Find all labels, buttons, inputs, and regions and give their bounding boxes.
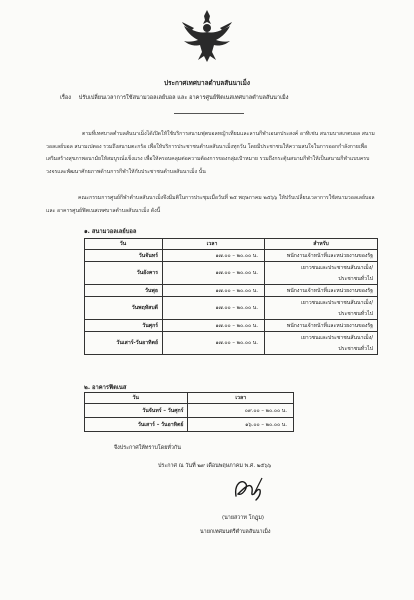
closing-notice: จึงประกาศให้ทราบโดยทั่วกัน [114,445,181,451]
signer-role: นายกเทศมนตรีตำบลสันนาเม็ง [200,529,271,535]
time-cell: ๑๗.๐๐ – ๒๐.๐๐ น. [163,297,265,320]
table-row [85,250,378,262]
signature-image [228,474,268,506]
audience-cell: เยาวชนและประชาชนสันนาเม็ง/ [265,297,378,309]
header-day: วัน [85,393,188,404]
audience-cell: ประชาชนทั่วไป [265,273,378,285]
divider [174,113,244,114]
audience-cell: ประชาชนทั่วไป [265,308,378,320]
audience-cell: พนักงานเจ้าหน้าที่และหน่วยงานของรัฐ [265,320,378,332]
time-cell: ๑๗.๐๐ – ๒๐.๐๐ น. [163,262,265,285]
header-day: วัน [85,239,163,250]
table-header-row [85,239,378,250]
subject-label: เรื่อง [60,95,72,101]
section-2-heading: ๒. อาคารฟิตเนส [84,385,127,391]
audience-cell: ประชาชนทั่วไป [265,343,378,355]
table-row [85,404,294,418]
table-row [85,285,378,297]
table-row [85,297,378,309]
table-row [85,320,378,332]
table-row [85,418,294,432]
day-cell: วันศุกร์ [85,320,163,332]
section-1-heading: ๑. สนามวอลเลย์บอล [84,229,137,235]
header-time: เวลา [188,393,294,404]
audience-cell: เยาวชนและประชาชนสันนาเม็ง/ [265,332,378,344]
time-cell: ๑๗.๐๐ – ๒๐.๐๐ น. [163,285,265,297]
time-cell: ๐๙.๐๐ – ๒๐.๐๐ น. [188,404,294,418]
day-cell: วันเสาร์ – วันอาทิตย์ [85,418,188,432]
header-time: เวลา [163,239,265,250]
audience-cell: เยาวชนและประชาชนสันนาเม็ง/ [265,262,378,274]
day-cell: วันพฤหัสบดี [85,297,163,320]
subject-line [60,94,288,102]
document-title: ประกาศเทศบาลตำบลสันนาเม็ง [164,79,250,87]
time-cell: ๑๗.๐๐ – ๒๐.๐๐ น. [163,332,265,355]
volleyball-schedule-table [84,238,378,355]
header-for: สำหรับ [265,239,378,250]
day-cell: วันจันทร์ [85,250,163,262]
day-cell: วันอังคาร [85,262,163,285]
fitness-schedule-table [84,392,294,432]
table-header-row [85,393,294,404]
table-row [85,262,378,274]
audience-cell: พนักงานเจ้าหน้าที่และหน่วยงานของรัฐ [265,250,378,262]
day-cell: วันเสาร์-วันอาทิตย์ [85,332,163,355]
time-cell: ๑๖.๐๐ – ๒๐.๐๐ น. [188,418,294,432]
body-paragraph-2: คณะกรรมการศูนย์กีฬาตำบลสันนาเม็งจึงมีมติในการประชุมเมื่อวันที่ ๒๕ พฤษภาคม ๒๕๖๖ ให้ปรับเปลี่ยนเวลาการใช้สนามวอลเลย์บอล และ อาคารศูนย์ฟิตเนสเทศบาลตำบลสันนาเม็ง ดังนี้ [46,195,375,214]
audience-cell: พนักงานเจ้าหน้าที่และหน่วยงานของรัฐ [265,285,378,297]
body-paragraph-1: ตามที่เทศบาลตำบลสันนาเม็งได้เปิดให้ใช้บริการสนามฟุตบอลหญ้าเทียมและลานกีฬาเอนกประสงค์ อาทิเช่น สนามบาสเกตบอล สนามวอลเลย์บอล สนามเปตอง รวมถึงสนามตะกร้อ เพื่อให้บริการประชาชนตำบลสันนาเม็งทุกวัน โดยมีประชาชนให้ความสนใจในการออกกำลังกายเพื่อเสริมสร้างสุขภาพอนามัยให้สมบูรณ์แข็งแรง เพื่อให้ครอบคลุมต่อความต้องการของกลุ่มเป้าหมาย รวมถึงกระตุ้นสนามกีฬาให้เป็นสนามกีฬาแบบครบวงจรและพัฒนาศักยภาพด้านการกีฬาให้กับประชาชนตำบลสันนาเม็ง นั้น [46,131,375,175]
announcement-date: ประกาศ ณ วันที่ ๒๙ เดือนพฤษภาคม พ.ศ. ๒๕๖๖ [158,463,272,469]
signer-name: (นายสวาท โกฎุม) [222,515,265,521]
signer-block [0,514,414,536]
subject-text: ปรับเปลี่ยนเวลาการใช้สนามวอลเลย์บอล และ อาคารศูนย์ฟิตเนสเทศบาลตำบลสันนาเม็ง [78,95,289,101]
table-row [85,332,378,344]
day-cell: วันพุธ [85,285,163,297]
garuda-emblem-icon [180,8,234,66]
time-cell: ๑๗.๐๐ – ๒๐.๐๐ น. [163,250,265,262]
day-cell: วันจันทร์ – วันศุกร์ [85,404,188,418]
time-cell: ๑๗.๐๐ – ๒๐.๐๐ น. [163,320,265,332]
